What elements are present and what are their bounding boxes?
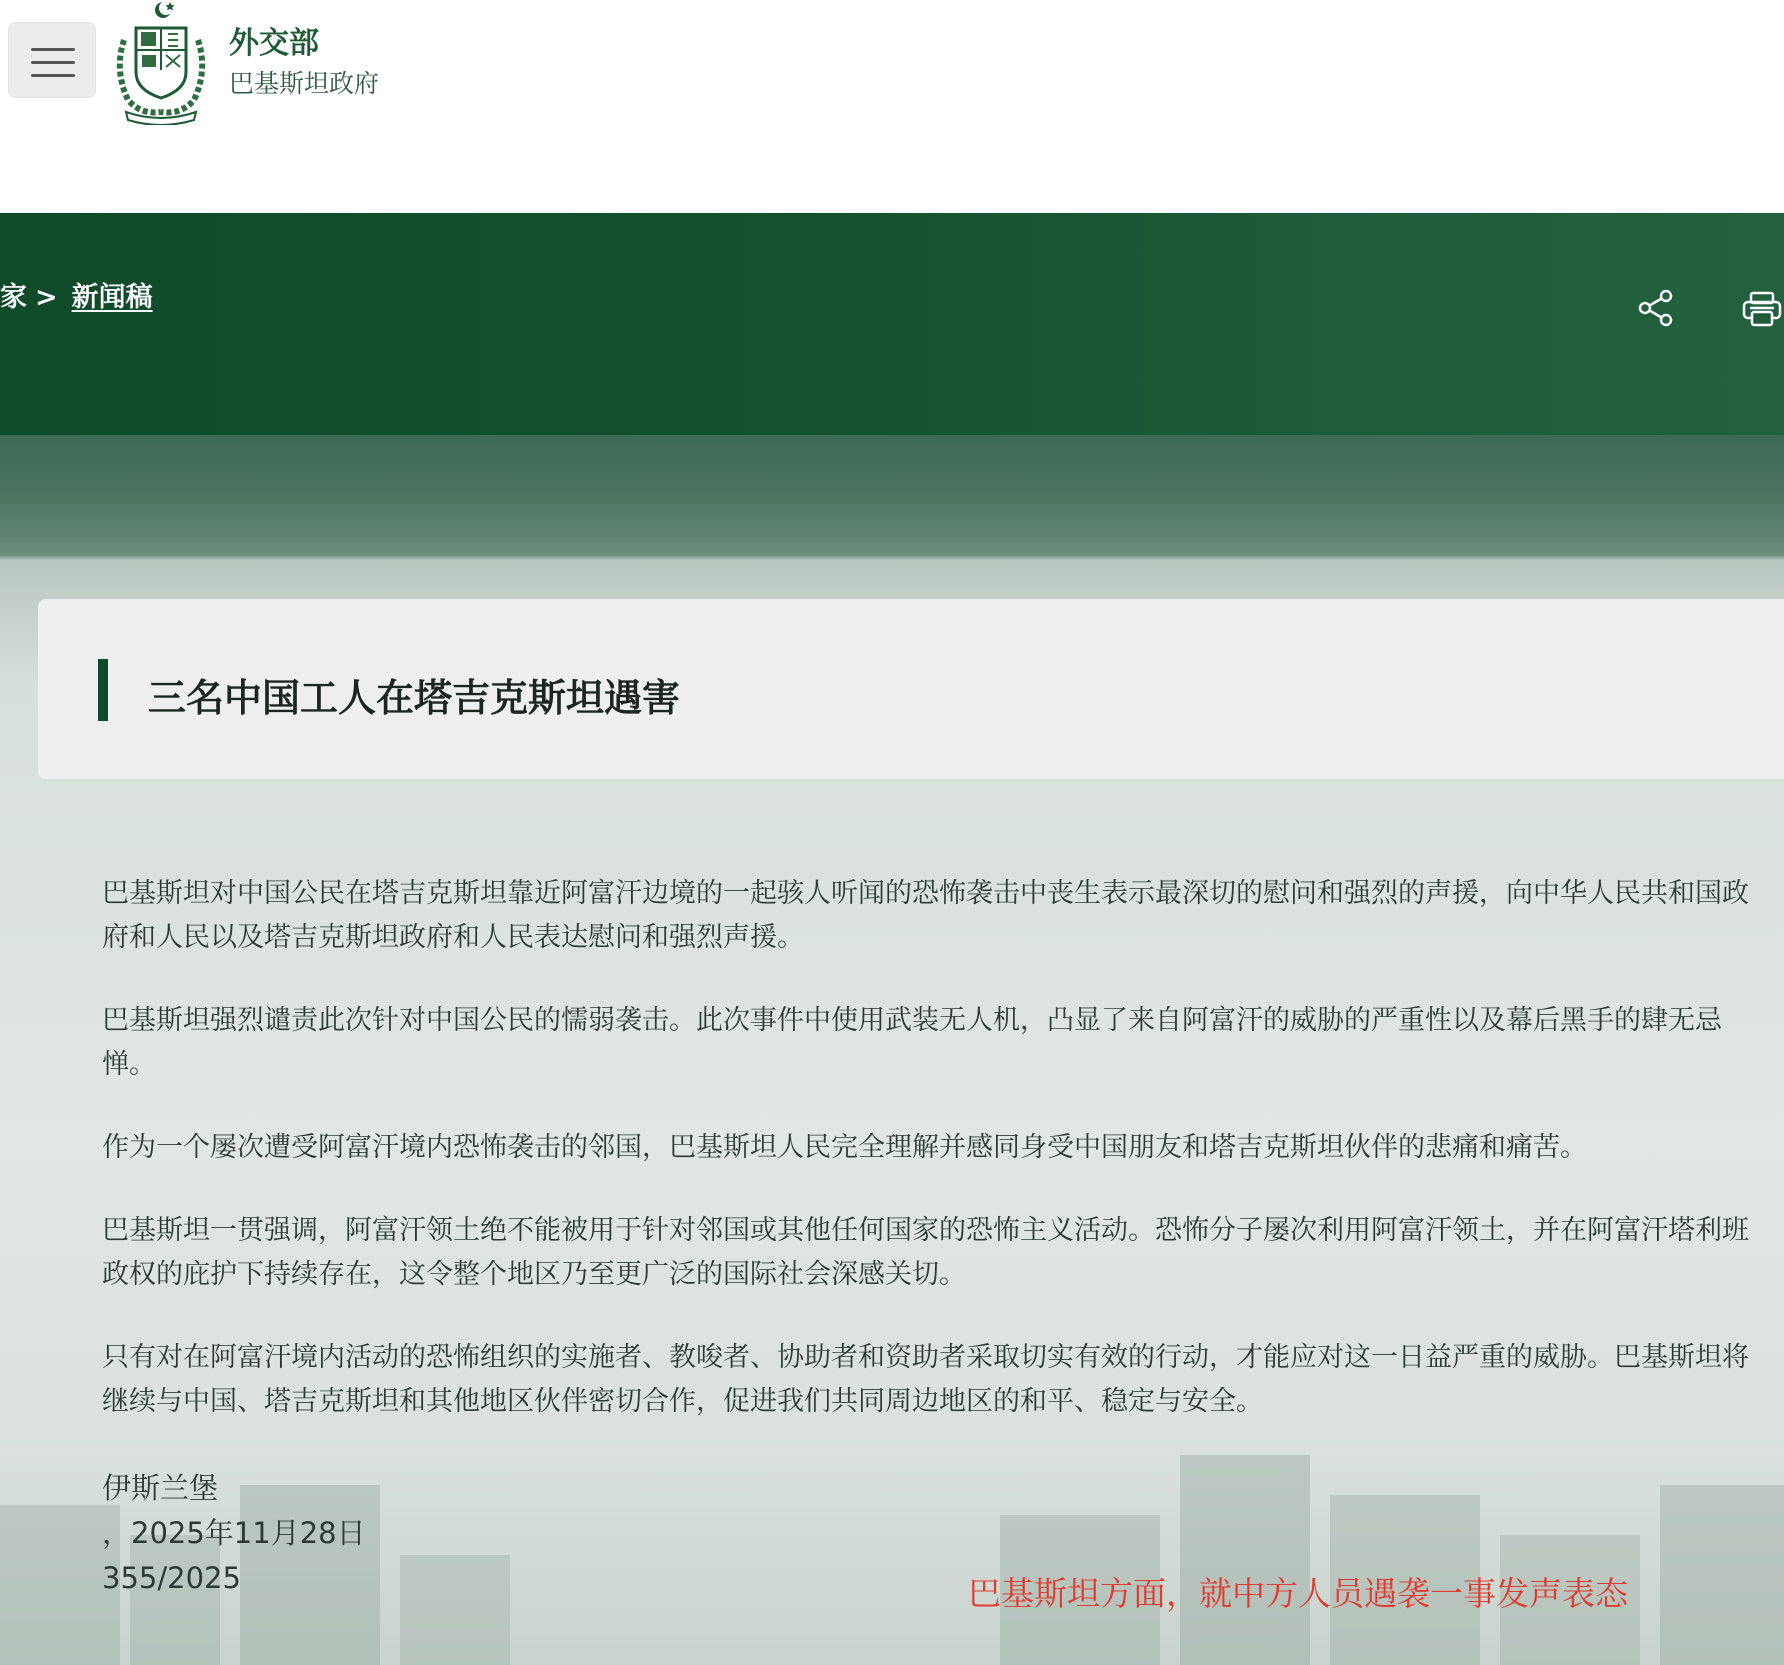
print-icon[interactable]	[1742, 290, 1782, 328]
title-accent-bar	[98, 659, 108, 721]
article-number: 355/2025	[102, 1561, 241, 1595]
menu-button[interactable]	[8, 22, 96, 98]
emblem-icon	[106, 0, 216, 125]
breadcrumb-current[interactable]: 新闻稿	[71, 282, 153, 313]
org-subtitle: 巴基斯坦政府	[229, 69, 380, 98]
article-paragraph: 巴基斯坦对中国公民在塔吉克斯坦靠近阿富汗边境的一起骇人听闻的恐怖袭击中丧生表示最深切的慰问和强烈的声援，向中华人民共和国政府和人民以及塔吉克斯坦政府和人民表达慰问和强烈声援。	[102, 878, 1749, 953]
site-header	[0, 0, 1784, 213]
article-place: 伊斯兰堡	[102, 1471, 219, 1505]
breadcrumb	[0, 275, 153, 314]
article-paragraph: 巴基斯坦强烈谴责此次针对中国公民的懦弱袭击。此次事件中使用武装无人机，凸显了来自阿富汗的威胁的严重性以及幕后黑手的肆无忌惮。	[102, 1005, 1722, 1080]
article-date: ，2025年11月28日	[102, 1516, 366, 1550]
share-icon[interactable]	[1636, 288, 1676, 328]
article-title: 三名中国工人在塔吉克斯坦遇害	[148, 676, 681, 720]
article-body	[102, 872, 1752, 1463]
org-name: 外交部	[229, 26, 319, 61]
page-banner	[0, 213, 1784, 435]
article-paragraph: 巴基斯坦一贯强调，阿富汗领土绝不能被用于针对邻国或其他任何国家的恐怖主义活动。恐怖分子屡次利用阿富汗领土，并在阿富汗塔利班政权的庇护下持续存在，这令整个地区乃至更广泛的国际社会深感关切。	[102, 1215, 1749, 1290]
breadcrumb-separator: >	[35, 282, 58, 313]
breadcrumb-prev[interactable]: 家	[0, 282, 27, 313]
article-title-card	[38, 599, 1784, 779]
article-signature	[102, 1466, 366, 1601]
image-caption: 巴基斯坦方面，就中方人员遇袭一事发声表态	[968, 1574, 1628, 1613]
article-paragraph: 作为一个屡次遭受阿富汗境内恐怖袭击的邻国，巴基斯坦人民完全理解并感同身受中国朋友和塔吉克斯坦伙伴的悲痛和痛苦。	[102, 1132, 1587, 1163]
article-paragraph: 只有对在阿富汗境内活动的恐怖组织的实施者、教唆者、协助者和资助者采取切实有效的行动，才能应对这一日益严重的威胁。巴基斯坦将继续与中国、塔吉克斯坦和其他地区伙伴密切合作，促进我们共同周边地区的和平、稳定与安全。	[102, 1342, 1749, 1417]
